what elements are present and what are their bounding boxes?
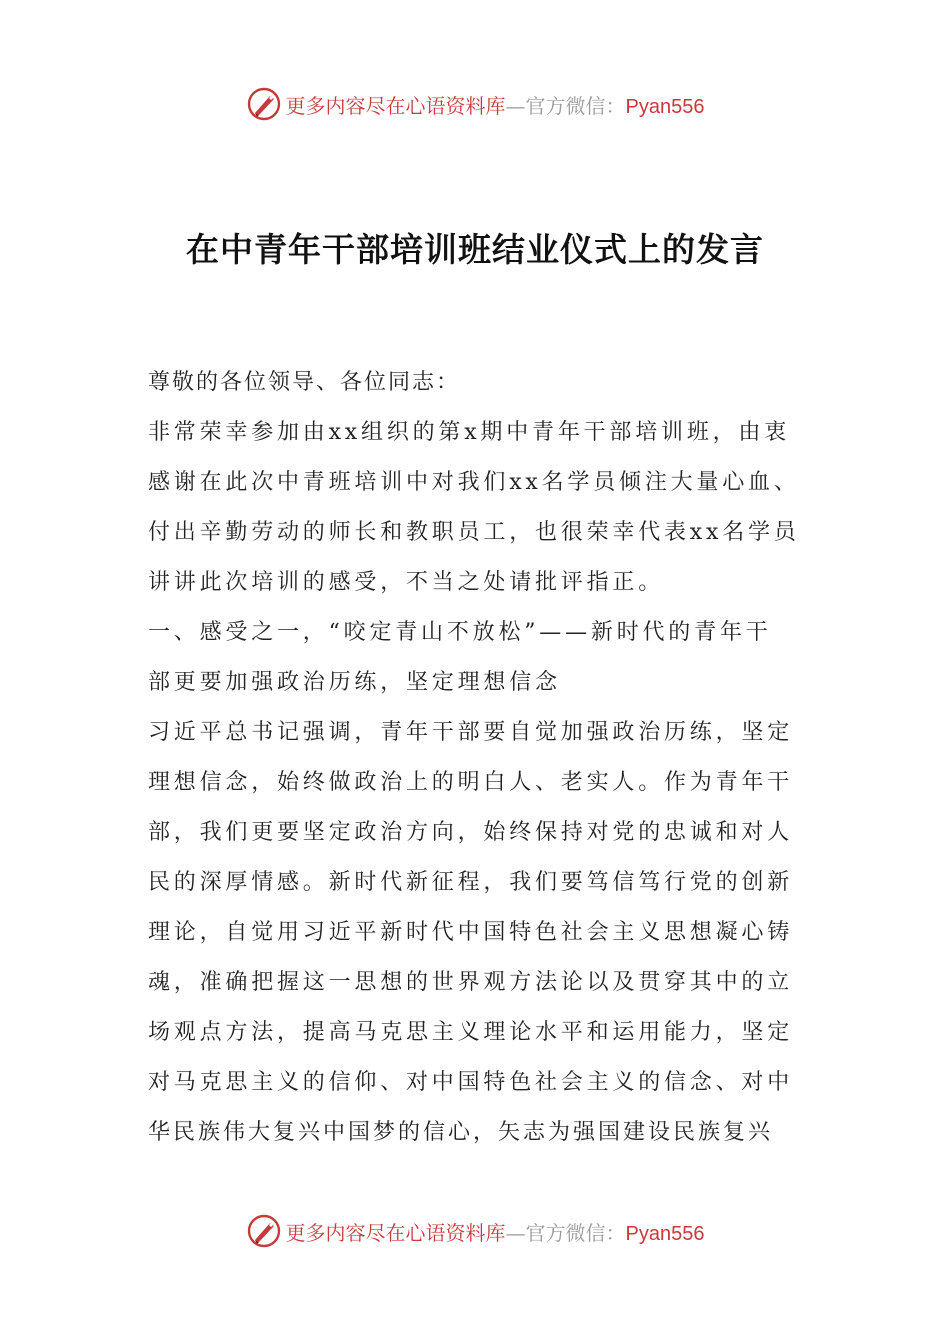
body-line: 讲讲此次培训的感受，不当之处请批评指正。: [148, 570, 665, 595]
body-line: 付出辛勤劳动的师长和教职员工，也很荣幸代表xx名学员: [148, 520, 800, 545]
body-line: 华民族伟大复兴中国梦的信心，矢志为强国建设民族复兴: [148, 1120, 774, 1145]
pen-logo-icon: [246, 86, 282, 122]
footer-banner-brand: 更多内容尽在心语资料库: [285, 1220, 506, 1245]
header-banner: [0, 84, 950, 124]
body-line: 魂，准确把握这一思想的世界观方法论以及贯穿其中的立: [148, 970, 794, 995]
section-heading-line: 部更要加强政治历练，坚定理想信念: [148, 670, 561, 695]
header-banner-label: —官方微信：: [505, 93, 626, 118]
pen-logo-icon: [246, 1213, 282, 1249]
body-line: 场观点方法，提高马克思主义理论水平和运用能力，坚定: [148, 1020, 794, 1045]
body-line: 非常荣幸参加由xx组织的第x期中青年干部培训班，由衷: [148, 420, 791, 445]
section-heading-line: 一、感受之一，“咬定青山不放松”——新时代的青年干: [148, 620, 772, 645]
footer-wechat-id: Pyan556: [625, 1222, 705, 1245]
document-title: 在中青年干部培训班结业仪式上的发言: [186, 230, 764, 269]
body-line: 民的深厚情感。新时代新征程，我们要笃信笃行党的创新: [148, 870, 794, 895]
footer-banner-label: —官方微信：: [505, 1220, 626, 1245]
header-banner-brand: 更多内容尽在心语资料库: [285, 93, 506, 118]
footer-banner-text: [286, 1217, 705, 1246]
body-line: 部，我们更要坚定政治方向，始终保持对党的忠诚和对人: [148, 820, 794, 845]
salutation-line: 尊敬的各位领导、各位同志：: [148, 370, 461, 395]
body-line: 习近平总书记强调，青年干部要自觉加强政治历练，坚定: [148, 720, 794, 745]
body-line: 感谢在此次中青班培训中对我们xx名学员倾注大量心血、: [148, 470, 800, 495]
header-banner-text: [286, 90, 705, 119]
footer-banner: [0, 1211, 950, 1251]
document-body: [148, 358, 808, 1158]
header-wechat-id: Pyan556: [625, 95, 705, 118]
body-line: 理想信念，始终做政治上的明白人、老实人。作为青年干: [148, 770, 794, 795]
body-line: 理论，自觉用习近平新时代中国特色社会主义思想凝心铸: [148, 920, 794, 945]
body-line: 对马克思主义的信仰、对中国特色社会主义的信念、对中: [148, 1070, 794, 1095]
